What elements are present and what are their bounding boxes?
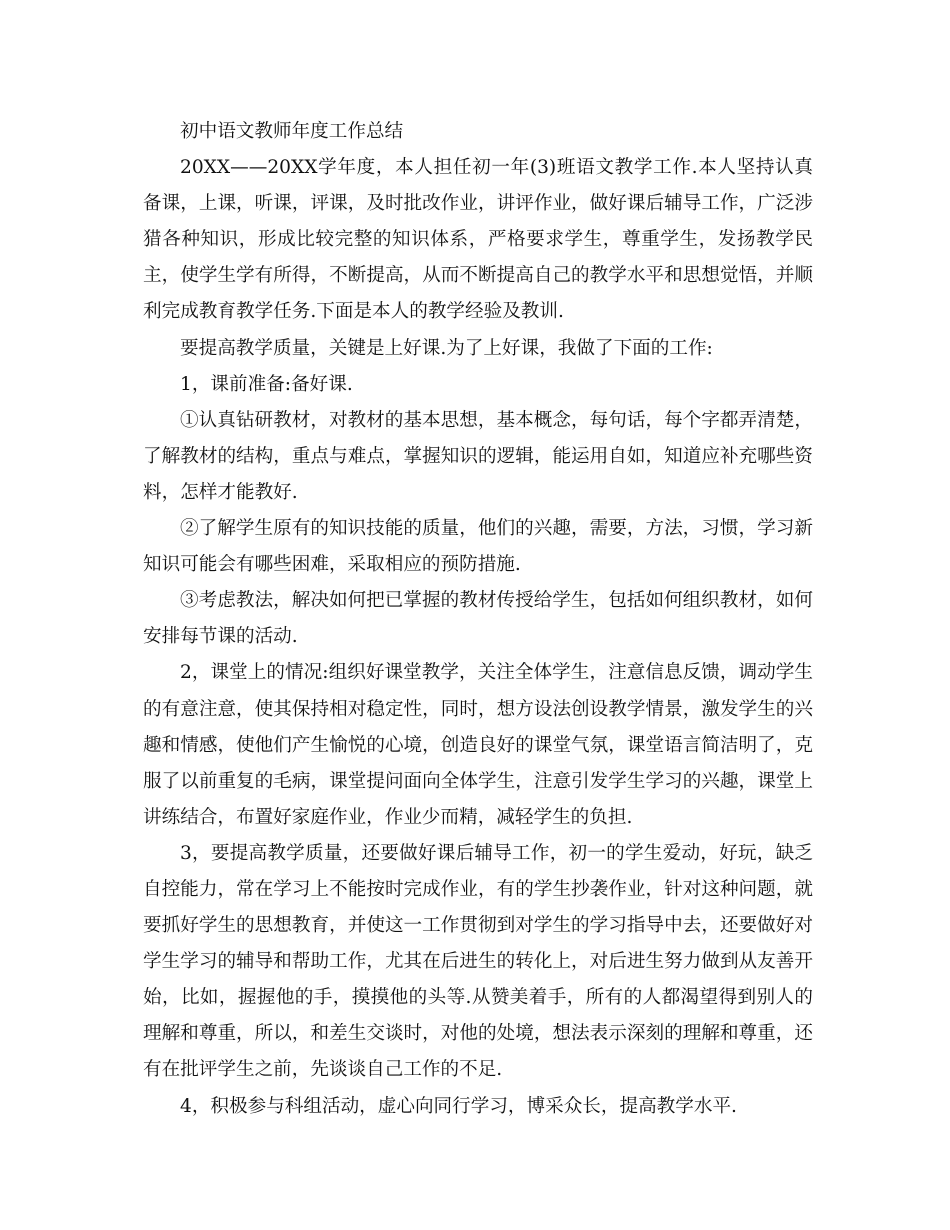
document-page: [143, 114, 813, 1125]
paragraph-section-1: 1，课前准备:备好课.: [180, 373, 353, 395]
paragraph-item-1: ①认真钻研教材，对教材的基本思想，基本概念，每句话，每个字都弄清楚，了解教材的结构，重点与难点，掌握知识的逻辑，能运用自如，知道应补充哪些资料，怎样才能教好.: [143, 409, 813, 503]
paragraph-section-4: 4，积极参与科组活动，虚心向同行学习，博采众长，提高教学水平.: [180, 1095, 737, 1117]
paragraph-item-3: ③考虑教法，解决如何把已掌握的教材传授给学生，包括如何组织教材，如何安排每节课的活动.: [143, 590, 813, 648]
paragraph-item-2: ②了解学生原有的知识技能的质量，他们的兴趣，需要，方法，习惯，学习新知识可能会有哪些困难，采取相应的预防措施.: [143, 518, 813, 576]
paragraph-section-2: 2，课堂上的情况:组织好课堂教学，关注全体学生，注意信息反馈，调动学生的有意注意，使其保持相对稳定性，同时，想方设法创设教学情景，激发学生的兴趣和情感，使他们产生愉悦的心境，创造良好的课堂气氛，课堂语言简洁明了，克服了以前重复的毛病，课堂提问面向全体学生，注意引发学生学习的兴趣，课堂上讲练结合，布置好家庭作业，作业少而精，减轻学生的负担.: [143, 662, 813, 828]
paragraph-section-3: 3，要提高教学质量，还要做好课后辅导工作，初一的学生爱动，好玩，缺乏自控能力，常在学习上不能按时完成作业，有的学生抄袭作业，针对这种问题，就要抓好学生的思想教育，并使这一工作贯彻到对学生的学习指导中去，还要做好对学生学习的辅导和帮助工作，尤其在后进生的转化上，对后进生努力做到从友善开始，比如，握握他的手，摸摸他的头等.从赞美着手，所有的人都渴望得到别人的理解和尊重，所以，和差生交谈时，对他的处境，想法表示深刻的理解和尊重，还有在批评学生之前，先谈谈自己工作的不足.: [143, 842, 813, 1081]
paragraph-key-point: 要提高教学质量，关键是上好课.为了上好课，我做了下面的工作:: [180, 337, 713, 359]
paragraph-intro: 20XX——20XX学年度，本人担任初一年(3)班语文教学工作.本人坚持认真备课，上课，听课，评课，及时批改作业，讲评作业，做好课后辅导工作，广泛涉猎各种知识，形成比较完整的知识体系，严格要求学生，尊重学生，发扬教学民主，使学生学有所得，不断提高，从而不断提高自己的教学水平和思想觉悟，并顺利完成教育教学任务.下面是本人的教学经验及教训.: [143, 157, 813, 323]
document-title: 初中语文教师年度工作总结: [180, 121, 404, 142]
